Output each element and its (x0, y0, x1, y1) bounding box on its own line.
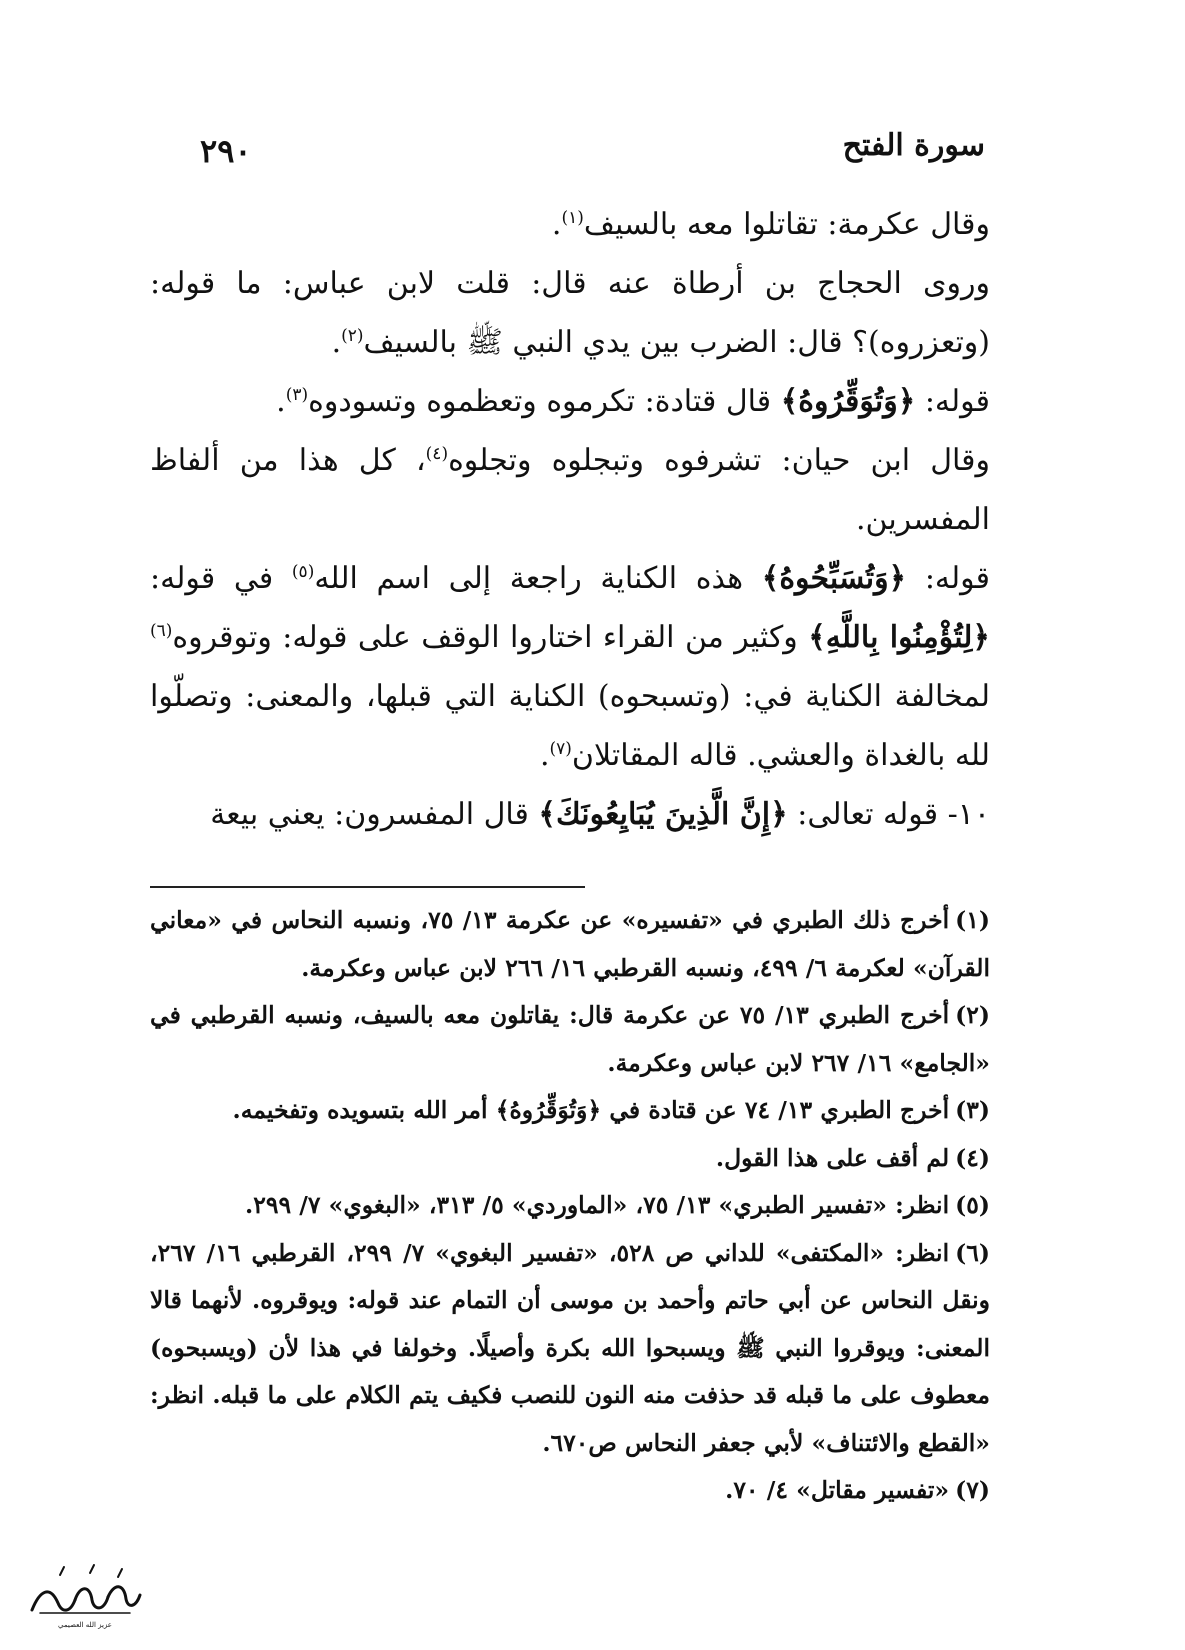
footnote-text: انظر: «المكتفى» للداني ص ٥٢٨، «تفسير البغوي» ٧/ ٢٩٩، القرطبي ١٦/ ٢٦٧، ونقل النحاس عن أبي حاتم وأحمد بن موسى أن التمام عند قوله: ويوقروه. لأنهما قالا المعنى: ويوقروا النبي ﷺ ويسبحوا الله بكرة وأصيلًا. وخولفا في هذا لأن (ويسبحوه) معطوف على ما قبله قد حذفت منه النون للنصب فكيف يتم الكلام على ما قبله. انظر: «القطع والائتناف» لأبي جعفر النحاس ص٦٧٠. (150, 1238, 990, 1457)
paragraph-5-text-b: هذه الكناية راجعة إلى اسم الله (314, 561, 762, 596)
footnote-number: (٢) (955, 1001, 991, 1029)
quran-quote: ﴿وَتُسَبِّحُوهُ﴾ (761, 561, 907, 596)
footnote-ref-1: (١) (561, 208, 584, 228)
paragraph-5-lead: قوله: (906, 561, 990, 596)
main-text (150, 195, 990, 844)
logo-caption: عزيز الله العصيمي (58, 1621, 112, 1629)
paragraph-2 (150, 254, 990, 372)
page-number: ٢٩٠ (200, 132, 252, 170)
paragraph-3-text: قال قتادة: تكرموه وتعظموه وتسودوه (308, 384, 781, 419)
footnote-number: (١) (955, 906, 991, 934)
paragraph-4 (150, 431, 990, 549)
footnote-number: (٤) (955, 1143, 990, 1172)
footnote-ref-7: (٧) (549, 739, 572, 759)
paragraph-5-text-c: في قوله: (150, 561, 292, 596)
footnote-number: (٦) (955, 1238, 990, 1267)
paragraph-1-end: . (551, 207, 562, 242)
footnote-ref-3: (٣) (285, 385, 309, 405)
paragraph-5-end: . (539, 738, 550, 773)
paragraph-5-text-e: لمخالفة الكناية في: (وتسبحوه) الكناية التي قبلها، والمعنى: وتصلّوا لله بالغداة والعشي. قاله المقاتلان (150, 679, 990, 773)
paragraph-4-tail: ، كل هذا من ألفاظ المفسرين. (150, 443, 990, 537)
footnote-ref-6: (٦) (150, 621, 173, 641)
surah-title: سورة الفتح (842, 128, 985, 163)
footnote-text: أخرج ذلك الطبري في «تفسيره» عن عكرمة ١٣/ ٧٥، ونسبه النحاس في «معاني القرآن» لعكرمة ٦/ ٤٩٩، ونسبه القرطبي ١٦/ ٢٦٦ لابن عباس وعكرمة. (150, 906, 990, 982)
paragraph-2-end: . (331, 325, 342, 360)
footnote (150, 1135, 990, 1183)
page-header (200, 128, 985, 178)
paragraph-1-text: وقال عكرمة: تقاتلوا معه بالسيف (583, 207, 990, 242)
footnote-ref-4: (٤) (425, 444, 449, 464)
footnote-divider (150, 886, 585, 888)
paragraph-6 (150, 785, 990, 844)
footnote-number: (٣) (955, 1096, 990, 1124)
paragraph-4-text: وقال ابن حيان: تشرفوه وتبجلوه وتجلوه (448, 443, 990, 478)
footnote (150, 992, 990, 1087)
footnote-ref-2: (٢) (341, 326, 364, 346)
paragraph-2-text: وروى الحجاج بن أرطاة عنه قال: قلت لابن عباس: ما قوله: (وتعزروه)؟ قال: الضرب بين يدي النبي ﷺ بالسيف (150, 266, 990, 360)
footnote-text: انظر: «تفسير الطبري» ١٣/ ٧٥، «الماوردي» ٥/ ٣١٣، «البغوي» ٧/ ٢٩٩. (245, 1191, 950, 1219)
calligraphy-logo (20, 1555, 150, 1635)
footnote (150, 1182, 990, 1230)
footnote (150, 1087, 990, 1135)
footnote-text: لم أقف على هذا القول. (715, 1143, 950, 1172)
footnotes (150, 897, 990, 1515)
footnote-number: (٧) (955, 1476, 990, 1504)
quran-quote: ﴿إِنَّ الَّذِينَ يُبَايِعُونَكَ﴾ (538, 797, 788, 832)
paragraph-3-lead: قوله: (915, 384, 990, 419)
footnote (150, 897, 990, 992)
paragraph-3 (150, 372, 990, 431)
footnote (150, 1467, 990, 1515)
paragraph-3-end: . (276, 384, 286, 419)
footnote-text: أخرج الطبري ١٣/ ٧٥ عن عكرمة قال: يقاتلون معه بالسيف، ونسبه القرطبي في «الجامع» ١٦/ ٢٦٧ لابن عباس وعكرمة. (150, 1001, 990, 1077)
footnote (150, 1230, 990, 1468)
footnote-text: أخرج الطبري ١٣/ ٧٤ عن قتادة في ﴿وَتُوَقِّرُوهُ﴾ أمر الله بتسويده وتفخيمه. (232, 1096, 950, 1124)
footnote-number: (٥) (955, 1191, 990, 1219)
paragraph-5 (150, 549, 990, 785)
paragraph-1 (150, 195, 990, 254)
quran-quote: ﴿وَتُوَقِّرُوهُ﴾ (780, 384, 916, 419)
footnote-text: «تفسير مقاتل» ٤/ ٧٠. (725, 1476, 950, 1504)
paragraph-5-text-d: وكثير من القراء اختاروا الوقف على قوله: وتوقروه (172, 620, 809, 655)
verse-number-lead: ١٠- قوله تعالى: (787, 797, 990, 832)
paragraph-6-text: قال المفسرون: يعني بيعة (210, 797, 539, 832)
quran-quote: ﴿لِتُؤْمِنُوا بِاللَّهِ﴾ (808, 620, 990, 655)
footnote-ref-5: (٥) (291, 562, 315, 582)
